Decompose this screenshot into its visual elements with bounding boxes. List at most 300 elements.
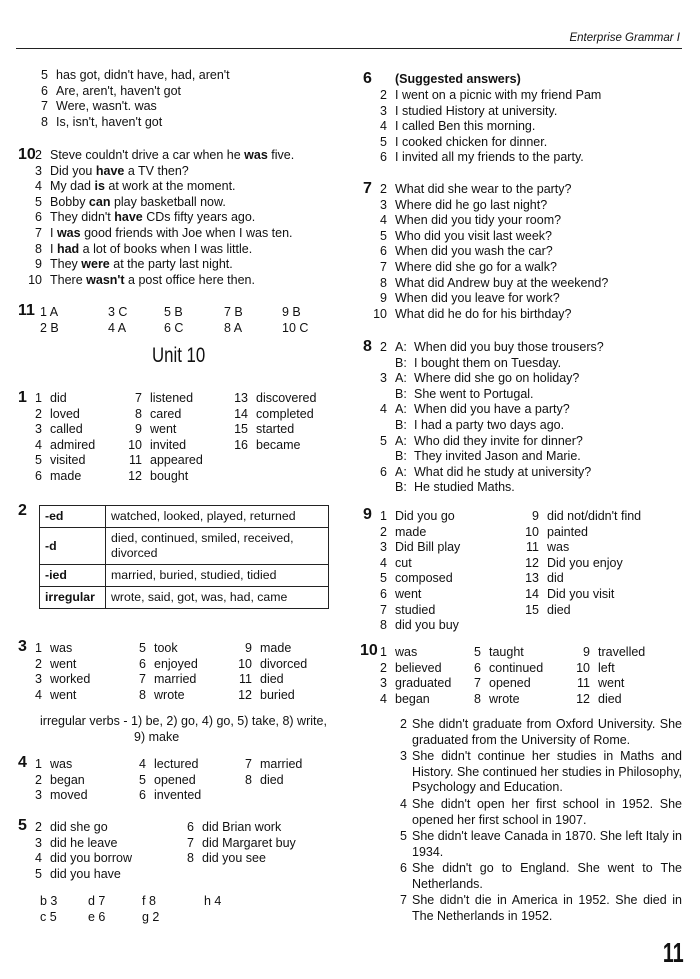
item-text: took	[154, 641, 178, 655]
list-item	[236, 657, 307, 673]
list-item	[26, 657, 90, 673]
item-number: 14	[234, 406, 248, 421]
answer-cell: 4 A	[108, 320, 127, 335]
list-item	[26, 438, 95, 454]
item-text: wrote	[489, 691, 520, 706]
table-row	[40, 528, 329, 565]
list-item	[26, 688, 90, 704]
item-number: 4	[400, 797, 407, 811]
item-text: I went on a picnic with my friend Pam	[395, 88, 602, 102]
section-10-list	[26, 148, 294, 288]
item-number: 4	[380, 119, 387, 134]
item-number: 1	[380, 509, 387, 523]
item-number: 8	[35, 241, 42, 256]
section-6-list	[371, 88, 601, 166]
item-text: admired	[50, 437, 96, 452]
list-item	[574, 645, 645, 661]
item-text: She didn't open her first school in 1952. She opened her first school in 1907.	[412, 797, 682, 827]
section-10-right-col2	[465, 645, 543, 707]
item-number: 9	[245, 641, 252, 655]
item-number: 3	[35, 163, 42, 178]
item-text: I called Ben this morning.	[395, 119, 536, 134]
item-text: invited	[150, 437, 187, 452]
item-text: Where did she go on holiday?	[414, 371, 580, 386]
bold-answer: have	[114, 210, 143, 225]
item-text: Are, aren't, haven't got	[56, 83, 181, 98]
item-number: 4	[139, 757, 146, 771]
item-text: made	[395, 524, 427, 539]
item-number: 2	[35, 656, 42, 671]
item-text: at work at the moment.	[104, 179, 236, 194]
list-item	[371, 525, 460, 541]
list-item	[178, 851, 296, 867]
list-item	[26, 422, 95, 438]
list-item	[26, 773, 88, 789]
item-text: I had a party two days ago.	[414, 417, 565, 432]
item-text: cared	[150, 406, 182, 421]
item-number: 12	[576, 691, 590, 706]
item-text: Did you enjoy	[547, 555, 623, 570]
section-9-label: 9	[363, 506, 372, 523]
item-text: I	[50, 241, 57, 256]
irregular-note-line1: irregular verbs - 1) be, 2) go, 4) go, 5) take, 8) write,	[40, 714, 327, 728]
header-rule	[16, 48, 682, 49]
item-text: taught	[489, 645, 524, 659]
answer-paragraph	[400, 829, 682, 860]
item-text: CDs fifty years ago.	[142, 210, 256, 225]
item-text: When did you have a party?	[414, 402, 570, 417]
item-text: a post office here then.	[124, 272, 255, 287]
list-item	[178, 836, 296, 852]
list-item	[371, 198, 608, 214]
item-number: 4	[380, 402, 387, 417]
item-text: buried	[260, 687, 295, 702]
unit-ex1-col2	[126, 391, 203, 485]
unit-ex4-label: 4	[18, 754, 27, 771]
bold-answer: were	[81, 257, 110, 272]
item-number: 6	[35, 210, 42, 225]
speaker: A:	[395, 340, 407, 354]
item-number: 12	[238, 687, 252, 702]
verbs-cell: died, continued, smiled, received, divorced	[106, 528, 329, 565]
speaker: B:	[395, 355, 407, 370]
list-item	[26, 210, 294, 226]
ending-cell: -ed	[40, 506, 106, 528]
speaker: B:	[395, 480, 407, 495]
item-text: travelled	[598, 645, 646, 659]
item-text: visited	[50, 453, 86, 468]
list-item	[523, 525, 641, 541]
list-item	[26, 453, 95, 469]
list-item	[371, 661, 451, 677]
item-text: did you borrow	[50, 851, 132, 866]
item-text: good friends with Joe when I was ten.	[80, 225, 293, 240]
item-number: 12	[525, 555, 539, 570]
match-cell: c 5	[40, 909, 57, 924]
item-text: was	[395, 645, 418, 659]
unit-ex3-col1	[26, 641, 90, 703]
item-number: 9	[532, 509, 539, 523]
item-text: did Margaret buy	[202, 835, 296, 850]
item-number: 4	[380, 691, 387, 706]
list-item	[371, 88, 601, 104]
list-item	[126, 407, 203, 423]
item-text: a TV then?	[124, 163, 189, 178]
item-number: 15	[525, 602, 539, 617]
list-item	[130, 773, 201, 789]
list-item	[26, 179, 294, 195]
item-text: died	[547, 602, 571, 617]
bold-answer: wasn't	[86, 272, 125, 287]
item-text: There	[50, 272, 87, 287]
item-number: 13	[525, 571, 539, 586]
item-text: opened	[154, 772, 196, 787]
item-number: 6	[380, 150, 387, 165]
item-text: Bobby	[50, 194, 89, 209]
item-number: 9	[35, 257, 42, 272]
item-text: She didn't die in America in 1952. She died in The Netherlands in 1952.	[412, 893, 682, 923]
item-number: 15	[234, 422, 248, 437]
item-number: 4	[35, 437, 42, 452]
verbs-cell: watched, looked, played, returned	[106, 506, 329, 528]
section-9-col1	[371, 509, 460, 634]
list-item	[26, 867, 132, 883]
item-text: Did you	[50, 163, 96, 178]
item-number: 7	[187, 835, 194, 850]
item-number: 10	[576, 660, 590, 675]
list-item	[126, 469, 203, 485]
unit-ex3-col3	[236, 641, 307, 703]
answer-paragraph	[400, 797, 682, 828]
item-text: started	[256, 422, 295, 437]
list-item	[26, 672, 90, 688]
answer-cell: 10 C	[282, 320, 309, 335]
item-text: believed	[395, 660, 442, 675]
list-item	[523, 587, 641, 603]
match-cell: h 4	[204, 894, 222, 908]
item-text: a lot of books when I was little.	[79, 241, 253, 256]
item-text: began	[50, 772, 85, 787]
item-text: Did you visit	[547, 586, 615, 601]
item-number: 8	[135, 406, 142, 421]
item-number: 2	[35, 406, 42, 421]
list-item	[126, 438, 203, 454]
list-item	[26, 242, 294, 258]
unit-ex2-label: 2	[18, 502, 27, 519]
item-number: 7	[400, 893, 407, 907]
unit-ex1-label: 1	[18, 389, 27, 406]
list-item	[40, 68, 230, 84]
item-text: did she go	[50, 820, 108, 834]
item-number: 3	[380, 540, 387, 555]
list-item	[26, 469, 95, 485]
ending-cell: -ied	[40, 565, 106, 587]
item-text: married	[154, 672, 197, 687]
item-number: 1	[35, 757, 42, 771]
item-text: play basketball now.	[110, 194, 226, 209]
table-row	[40, 506, 329, 528]
item-text: enjoyed	[154, 656, 198, 671]
list-item	[26, 164, 294, 180]
list-item	[465, 645, 543, 661]
irregular-note-line2: 9) make	[134, 730, 180, 744]
section-10-right-col1	[371, 645, 451, 707]
section-11-label: 11	[18, 302, 35, 319]
item-text: cut	[395, 555, 412, 570]
verb-ending-table	[39, 505, 329, 609]
item-text: studied	[395, 602, 436, 617]
unit-ex5-col1	[26, 820, 132, 882]
item-text: When did you wash the car?	[395, 244, 553, 259]
item-text: did	[50, 391, 67, 405]
item-text: Did Bill play	[395, 540, 461, 555]
ending-cell: -d	[40, 528, 106, 565]
answer-paragraph	[400, 893, 682, 924]
dialogue-line	[371, 402, 604, 418]
list-item	[232, 407, 316, 423]
item-number: 6	[139, 656, 146, 671]
dialogue-line	[371, 465, 604, 481]
item-number: 5	[380, 433, 387, 448]
list-item	[523, 540, 641, 556]
suggested-answers-heading: (Suggested answers)	[395, 72, 521, 86]
item-text: listened	[150, 391, 194, 405]
bold-answer: is	[94, 179, 105, 194]
speaker: B:	[395, 449, 407, 464]
list-item	[40, 84, 230, 100]
list-item	[465, 692, 543, 708]
verbs-cell: wrote, said, got, was, had, came	[106, 587, 329, 609]
unit-ex4-col1	[26, 757, 88, 804]
speaker: B:	[395, 386, 407, 401]
item-number: 8	[474, 691, 481, 706]
item-number: 2	[380, 524, 387, 539]
item-number: 6	[187, 820, 194, 834]
list-item	[130, 657, 198, 673]
section-7-label: 7	[363, 180, 372, 197]
item-number: 7	[380, 259, 387, 274]
list-item	[371, 603, 460, 619]
item-number: 3	[35, 672, 42, 687]
item-text: five.	[267, 148, 295, 162]
bold-answer: was	[244, 148, 268, 162]
item-text: bought	[150, 468, 189, 483]
item-text: was	[50, 757, 73, 771]
item-text: died	[260, 672, 284, 687]
item-text: What did he study at university?	[414, 464, 592, 479]
item-text: began	[395, 691, 430, 706]
match-cell: f 8	[142, 894, 156, 908]
item-number: 5	[41, 68, 48, 82]
item-text: lectured	[154, 757, 199, 771]
list-item	[371, 509, 460, 525]
speaker: B:	[395, 417, 407, 432]
list-item	[371, 104, 601, 120]
item-text: painted	[547, 524, 589, 539]
list-item	[130, 757, 201, 773]
item-text: called	[50, 422, 83, 437]
list-item	[26, 836, 132, 852]
item-text: did you see	[202, 851, 266, 866]
item-text: Who did you visit last week?	[395, 228, 553, 243]
list-item	[236, 688, 307, 704]
list-item	[465, 676, 543, 692]
list-item	[574, 676, 645, 692]
dialogue-line	[371, 371, 604, 387]
item-number: 4	[35, 687, 42, 702]
item-number: 14	[525, 586, 539, 601]
section-9-continued	[40, 68, 230, 130]
match-cell: d 7	[88, 894, 106, 908]
item-text: married	[260, 757, 303, 771]
item-text: went	[50, 656, 77, 671]
item-number: 6	[35, 468, 42, 483]
item-text: Did you go	[395, 509, 455, 523]
list-item	[40, 99, 230, 115]
item-number: 3	[400, 749, 407, 763]
item-text: Where did she go for a walk?	[395, 259, 557, 274]
ending-cell: irregular	[40, 587, 106, 609]
list-item	[26, 391, 95, 407]
item-text: I bought them on Tuesday.	[414, 355, 562, 370]
bold-answer: was	[56, 225, 81, 240]
dialogue-line	[371, 387, 604, 403]
item-number: 3	[35, 835, 42, 850]
item-text: did you buy	[395, 618, 459, 633]
item-number: 5	[474, 645, 481, 659]
match-cell: e 6	[88, 909, 106, 924]
item-text: did	[547, 571, 564, 586]
list-item	[574, 692, 645, 708]
answer-cell: 3 C	[108, 305, 128, 319]
list-item	[26, 820, 132, 836]
item-number: 2	[380, 182, 387, 196]
item-text: I	[50, 225, 57, 240]
running-header: Enterprise Grammar I	[569, 32, 680, 44]
item-number: 5	[400, 829, 407, 843]
item-number: 11	[129, 453, 142, 468]
list-item	[130, 788, 201, 804]
list-item	[371, 213, 608, 229]
unit-ex3-label: 3	[18, 638, 27, 655]
list-item	[465, 661, 543, 677]
answer-cell: 1 A	[40, 305, 59, 319]
speaker: A:	[395, 433, 407, 448]
item-number: 5	[35, 194, 42, 209]
answer-paragraph	[400, 861, 682, 892]
page-number: 11	[663, 937, 684, 968]
list-item	[126, 422, 203, 438]
item-text: at the party last night.	[109, 257, 233, 272]
item-number: 4	[380, 555, 387, 570]
item-number: 2	[35, 820, 42, 834]
item-text: Steve couldn't drive a car when he	[50, 148, 245, 162]
item-text: He studied Maths.	[414, 480, 515, 495]
item-text: Who did they invite for dinner?	[414, 433, 583, 448]
unit-ex5-label: 5	[18, 817, 27, 834]
bold-answer: have	[95, 163, 125, 178]
item-text: graduated	[395, 676, 452, 691]
item-text: discovered	[256, 391, 317, 405]
list-item	[236, 641, 307, 657]
unit-title: Unit 10	[152, 344, 206, 367]
item-number: 5	[139, 772, 146, 787]
table-row	[40, 587, 329, 609]
dialogue-line	[371, 418, 604, 434]
verbs-cell: married, buried, studied, tidied	[106, 565, 329, 587]
item-number: 10	[28, 272, 42, 287]
match-cell: g 2	[142, 909, 160, 924]
item-number: 1	[35, 641, 42, 655]
list-item	[130, 688, 198, 704]
dialogue-line	[371, 340, 604, 356]
list-item	[232, 438, 316, 454]
list-item	[371, 676, 451, 692]
item-number: 2	[380, 88, 387, 102]
list-item	[371, 307, 608, 323]
item-number: 8	[245, 772, 252, 787]
item-number: 6	[380, 464, 387, 479]
list-item	[130, 641, 198, 657]
item-text: wrote	[154, 687, 185, 702]
item-number: 6	[41, 83, 48, 98]
bold-answer: had	[56, 241, 80, 256]
item-text: She went to Portugal.	[414, 386, 534, 401]
item-text: loved	[50, 406, 80, 421]
list-item	[26, 641, 90, 657]
item-text: I cooked chicken for dinner.	[395, 134, 548, 149]
list-item	[26, 226, 294, 242]
item-number: 9	[380, 291, 387, 306]
section-10-label: 10	[18, 146, 36, 163]
list-item	[523, 556, 641, 572]
list-item	[236, 757, 302, 773]
item-text: made	[50, 468, 82, 483]
list-item	[178, 820, 296, 836]
list-item	[26, 407, 95, 423]
list-item	[371, 645, 451, 661]
item-number: 6	[380, 586, 387, 601]
list-item	[371, 291, 608, 307]
item-text: When did you tidy your room?	[395, 213, 562, 228]
answer-paragraph	[400, 717, 682, 748]
match-cell: b 3	[40, 894, 58, 908]
list-item	[126, 391, 203, 407]
list-item	[371, 182, 608, 198]
item-number: 6	[380, 244, 387, 259]
item-text: did he leave	[50, 835, 118, 850]
answer-cell: 9 B	[282, 305, 301, 319]
item-number: 8	[187, 851, 194, 866]
item-text: They didn't	[50, 210, 115, 225]
list-item	[371, 244, 608, 260]
item-text: was	[50, 641, 73, 655]
item-text: I invited all my friends to the party.	[395, 150, 584, 165]
item-number: 9	[135, 422, 142, 437]
answer-cell: 7 B	[224, 305, 243, 319]
item-number: 2	[35, 148, 42, 162]
item-number: 10	[373, 306, 387, 321]
item-number: 13	[234, 391, 248, 405]
item-number: 7	[380, 602, 387, 617]
answer-paragraph	[400, 749, 682, 796]
item-number: 7	[35, 225, 42, 240]
item-number: 5	[35, 453, 42, 468]
item-number: 16	[234, 437, 248, 452]
item-text: When did you leave for work?	[395, 291, 560, 306]
item-text: died	[598, 691, 622, 706]
item-number: 5	[35, 866, 42, 881]
